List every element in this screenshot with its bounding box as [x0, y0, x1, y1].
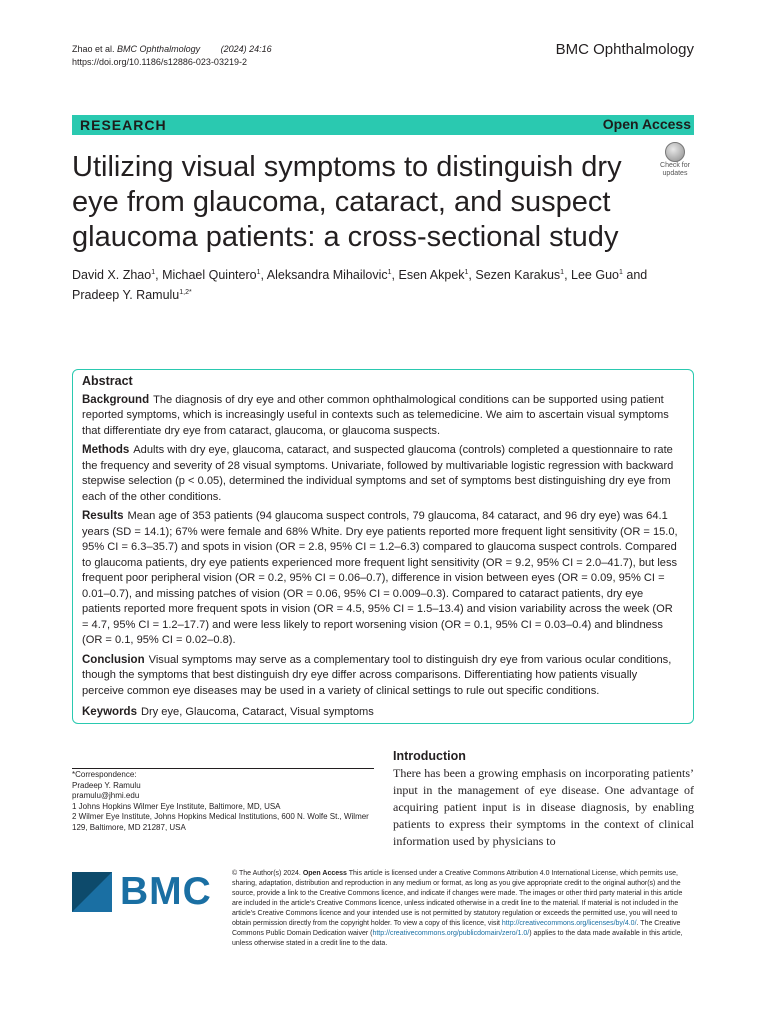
license-link-zero[interactable]: http://creativecommons.org/publicdomain/zero/1.0/ [372, 930, 530, 937]
check-for-updates-badge[interactable] [655, 142, 695, 180]
author: Esen Akpek$^1$, [398, 268, 476, 283]
abstract-conclusion [82, 653, 682, 700]
doi-link[interactable]: https://doi.org/10.1186/s12886-023-03219-2 [72, 57, 247, 67]
article-title: Utilizing visual symptoms to distinguish dry eye from glaucoma, cataract, and suspect glaucoma patients: a cross-sectional study [72, 151, 622, 253]
license-copyright: © The Author(s) 2024. [232, 870, 301, 877]
keywords-text: Dry eye, Glaucoma, Cataract, Visual symptoms [140, 706, 374, 718]
conclusion-text: Visual symptoms may serve as a complementary tool to distinguish dry eye from various ocular conditions, though the symptoms that best distinguish dry eye differ across comparisons. Differentiating how patients visually perceive common eye diseases may be used in a variety of clinical settings to rule out specific conditions. [82, 653, 672, 697]
author: Sezen Karakus$^1$, [475, 268, 572, 283]
article-type-banner [72, 115, 694, 135]
correspondence-label: *Correspondence: [72, 770, 137, 779]
bmc-logo-icon [72, 872, 112, 912]
citation-authors: Zhao et al. [72, 44, 115, 54]
author: Lee Guo$^1$ and [571, 268, 648, 283]
affiliation-2: 2 Wilmer Eye Institute, Johns Hopkins Medical Institutions, 600 N. Wolfe St., Wilmer 129, Baltimore, MD 21287, USA [72, 812, 369, 832]
footnotes [72, 770, 374, 833]
abstract-methods [82, 443, 682, 505]
license-text-2: . The Creative Commons Public Domain Dedication waiver ( [232, 920, 681, 937]
keywords-label: Keywords [82, 706, 137, 718]
author: Pradeep Y. Ramulu$^{1,2*}$ [72, 288, 192, 303]
affiliation-1: 1 Johns Hopkins Wilmer Eye Institute, Baltimore, MD, USA [72, 801, 281, 811]
abstract-background [82, 393, 682, 440]
citation-year: (2024) 24:16 [220, 44, 272, 54]
author: David X. Zhao$^1$, [72, 268, 163, 283]
check-for-updates-line1: Check for [660, 162, 690, 169]
background-text: The diagnosis of dry eye and other common ophthalmological conditions can be supported using patient reported symptoms, which is increasingly useful in contexts such as telemedicine. We aim to ascertain visual symptoms that differentiate dry eye from cataract, glaucoma, or glaucoma suspects. [82, 393, 669, 437]
open-access-label: Open Access [602, 116, 691, 132]
license-link-by[interactable]: http://creativecommons.org/licenses/by/4.0/ [501, 920, 637, 927]
abstract-keywords [82, 705, 682, 721]
correspondence-email[interactable]: pramulu@jhmi.edu [72, 791, 140, 800]
author-list [72, 264, 672, 304]
license-open-access: Open Access [302, 870, 347, 877]
journal-name: BMC Ophthalmology [555, 41, 694, 58]
abstract-results [82, 509, 682, 649]
bmc-logo [72, 872, 217, 914]
background-label: Background [82, 393, 150, 406]
license-text-1: This article is licensed under a Creative Commons Attribution 4.0 International License, which permits use, sharing, adaptation, distribution and reproduction in any medium or format, as long as you give appropriate credit to the original author(s) and the source, provide a link to the Creative Commons licence, and indicate if changes were made. The images or other third party material in this article are included in the article’s Creative Commons licence, unless indicated otherwise in a credit line to the material. If material is not included in the article’s Creative Commons licence and your intended use is not permitted by statutory regulation or exceeds the permitted use, you will need to obtain permission directly from the copyright holder. To view a copy of this licence, visit [232, 870, 683, 927]
results-text: Mean age of 353 patients (94 glaucoma suspect controls, 79 glaucoma, 84 cataract, and 96 dry eye) was 64.1 years (SD = 14.1); 67% were female and 68% White. Dry eye patients reported more frequent light sensitivity (OR = 15.0, 95% CI = 6.3–35.7) and spots in vision (OR = 2.8, 95% CI = 1.2–6.3) compared to glaucoma suspect controls. Compared to glaucoma patients, dry eye patients experienced more frequent light sensitivity (OR = 9.2, 95% CI = 2.0–41.7), but less frequent poor peripheral vision (OR = 0.2, 95% CI = 0.06–0.7), difference in vision between eyes (OR = 0.09, 95% CI = 0.01–0.7), and missing patches of vision (OR = 0.06, 95% CI = 0.009–0.3). Compared to cataract patients, dry eye patients reported more frequent spots in vision (OR = 4.5, 95% CI = 1.5–13.4) and vision variability across the week (OR = 4.7, 95% CI = 1.2–17.7) and were less likely to report worsening vision (OR = 0.1, 95% CI = 0.03–0.4) and blindness (OR = 0.1, 95% CI = 0.02–0.8). [82, 510, 678, 646]
author: Michael Quintero$^1$, [162, 268, 267, 283]
methods-text: Adults with dry eye, glaucoma, cataract, and suspected glaucoma (controls) completed a questionnaire to rate the frequency and severity of 28 visual symptoms. Univariate, followed by multivariable logistic regression with backward stepwise selection (p < 0.05), determined the individual symptoms and set of symptoms best distinguishing dry eye from each of the other conditions. [82, 444, 674, 503]
license-notice [232, 869, 694, 949]
citation-journal: BMC Ophthalmology [117, 44, 201, 54]
abstract-heading: Abstract [82, 374, 133, 388]
check-for-updates-icon [665, 142, 685, 162]
abstract-box [72, 369, 694, 724]
footnote-divider [72, 768, 374, 769]
methods-label: Methods [82, 444, 130, 456]
correspondence-name: Pradeep Y. Ramulu [72, 780, 141, 790]
bmc-logo-text: BMC [120, 870, 212, 913]
citation-header [72, 43, 272, 69]
results-label: Results [82, 510, 124, 522]
introduction-heading: Introduction [393, 749, 466, 763]
author: Aleksandra Mihailovic$^1$, [266, 268, 399, 283]
license-text-3: ) applies to the data made available in this article, unless otherwise stated in a credit line to the data. [232, 930, 683, 947]
research-label: RESEARCH [80, 117, 167, 133]
check-for-updates-line2: updates [662, 170, 688, 177]
introduction-text: There has been a growing emphasis on incorporating patients’ input in the management of eye disease. One advantage of acquiring patient input is in disease diagnosis, by enabling patients to express their symptoms in the context of clinical information used by physicians to [393, 766, 694, 848]
conclusion-label: Conclusion [82, 653, 145, 666]
